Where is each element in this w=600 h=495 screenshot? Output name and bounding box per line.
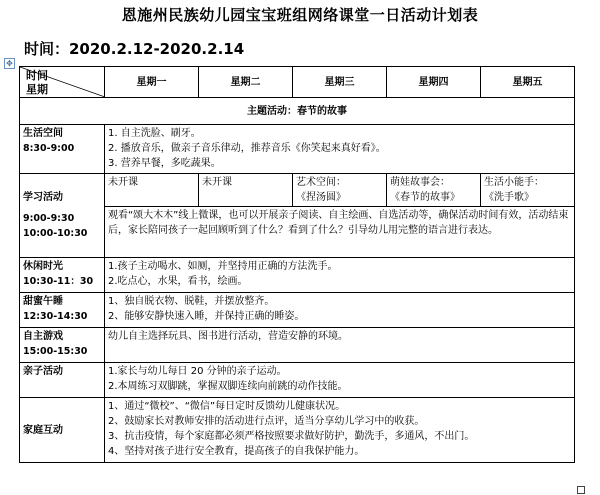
section-name: 甜蜜午睡 [23, 296, 63, 307]
study-note: 观看“颂大木木”线上微课，也可以开展亲子阅读、自主绘画、自选活动等，确保活动时间有效，活动结束后，家长陪同孩子一起回顾听到了什么？看到了什么？引导幼儿用完整的语言进行表达。 [105, 207, 575, 258]
activity-cell [481, 174, 575, 207]
table-resize-handle[interactable] [577, 486, 585, 494]
header-row [20, 67, 575, 98]
list-item: 2.本周练习双脚跳，掌握双脚连续向前跳的动作技能。 [108, 381, 348, 392]
section-label-cell [20, 398, 105, 463]
activity-cell [199, 174, 293, 207]
day-header: 星期二 [199, 67, 293, 98]
activity-course: 《春节的故事》 [390, 192, 460, 203]
life-row [20, 125, 575, 174]
section-label-cell [20, 363, 105, 398]
activity-cell [105, 174, 199, 207]
activity-plan-table [19, 66, 575, 463]
list-item: 3、抗击疫情，每个家庭都必须严格按照要求做好防护，勤洗手，多通风，不出门。 [108, 431, 475, 442]
section-time: 9:00-9:30 [23, 213, 75, 224]
corner-header-cell [20, 67, 105, 98]
time-label: 时间 [26, 69, 48, 82]
activity-label: 生活小能手： [484, 177, 544, 188]
sleep-row [20, 293, 575, 328]
section-name: 学习活动 [23, 192, 63, 203]
week-label: 星期 [26, 83, 48, 96]
list-item: 3. 营养早餐，多吃蔬果。 [108, 158, 221, 169]
day-header: 星期五 [481, 67, 575, 98]
family-content [105, 363, 575, 398]
section-name: 家庭互动 [23, 424, 63, 436]
activity-label: 萌娃故事会： [390, 177, 450, 188]
section-time: 15:00-15:30 [23, 346, 88, 357]
section-label-cell [20, 174, 105, 258]
section-name: 生活空间 [23, 128, 63, 139]
list-item: 1、通过“微校”、“微信”每日定时反馈幼儿健康状况。 [108, 401, 346, 412]
list-item: 1、独自脱衣物、脱鞋，并摆放整齐。 [108, 296, 275, 307]
list-item: 2.吃点心，水果，看书，绘画。 [108, 276, 248, 287]
game-content [105, 328, 575, 363]
section-label-cell [20, 258, 105, 293]
section-name: 自主游戏 [23, 331, 63, 342]
theme-title: 主题活动：春节的故事 [20, 98, 575, 125]
list-item: 1.家长与幼儿每日 20 分钟的亲子运动。 [108, 366, 287, 377]
theme-row [20, 98, 575, 125]
sleep-content [105, 293, 575, 328]
list-item: 2. 播放音乐，做亲子音乐律动，推荐音乐《你笑起来真好看》。 [108, 143, 386, 154]
study-activity-row [20, 174, 575, 207]
activity-cell [387, 174, 481, 207]
page-title: 恩施州民族幼儿园宝宝班组网络课堂一日活动计划表 [121, 6, 479, 24]
list-item: 1. 自主洗脸、刷牙。 [108, 128, 201, 139]
activity-label: 未开课 [108, 177, 138, 188]
section-name: 亲子活动 [23, 366, 63, 377]
section-label-cell [20, 293, 105, 328]
home-row [20, 398, 575, 463]
list-item: 2、能够安静快速入睡，并保持正确的睡姿。 [108, 311, 305, 322]
section-label-cell [20, 125, 105, 174]
activity-label: 艺术空间： [296, 177, 346, 188]
section-name: 休闲时光 [23, 261, 63, 272]
table-move-handle-icon[interactable]: ✥ [4, 58, 15, 69]
section-time: 12:30-14:30 [23, 311, 88, 322]
day-header: 星期一 [105, 67, 199, 98]
home-content [105, 398, 575, 463]
list-item: 4、坚持对孩子进行安全教育，提高孩子的自我保护能力。 [108, 446, 365, 457]
activity-course: 《捏汤圆》 [296, 192, 346, 203]
game-row [20, 328, 575, 363]
activity-label: 未开课 [202, 177, 232, 188]
date-range: 时间：2020.2.12-2020.2.14 [24, 40, 245, 58]
family-row [20, 363, 575, 398]
section-time: 10:00-10:30 [23, 228, 88, 239]
activity-course: 《洗手歌》 [484, 192, 534, 203]
list-item: 1.孩子主动喝水、如厕，并坚持用正确的方法洗手。 [108, 261, 338, 272]
list-item: 幼儿自主选择玩具、图书进行活动，营造安静的环境。 [108, 331, 348, 342]
rest-content [105, 258, 575, 293]
rest-row [20, 258, 575, 293]
day-header: 星期三 [293, 67, 387, 98]
activity-cell [293, 174, 387, 207]
life-content [105, 125, 575, 174]
section-time: 10:30-11：30 [23, 276, 94, 287]
section-time: 8:30-9:00 [23, 143, 75, 154]
section-label-cell [20, 328, 105, 363]
list-item: 2、鼓励家长对教师安排的活动进行点评，适当分享幼儿学习中的收获。 [108, 416, 425, 427]
day-header: 星期四 [387, 67, 481, 98]
